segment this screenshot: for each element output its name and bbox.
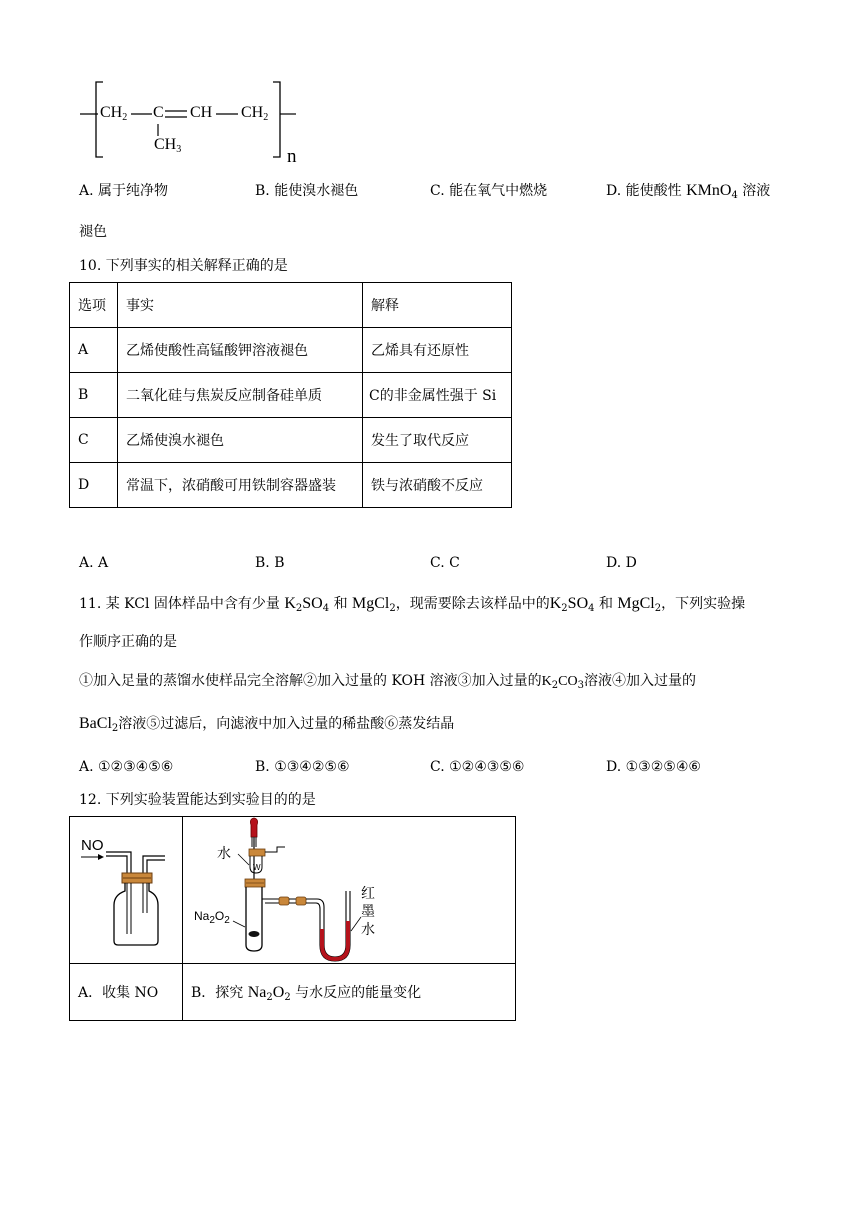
cell-fact: 常温下，浓硝酸可用铁制容器盛装 <box>118 463 363 508</box>
apparatus-b-cell <box>183 817 516 964</box>
q10-stem: 10. 下列事实的相关解释正确的是 <box>79 258 288 274</box>
q11-line-3: ①加入足量的蒸馏水使样品完全溶解②加入过量的 KOH 溶液③加入过量的$K_2CO_3$溶液④加入过量的 <box>79 673 696 691</box>
table-row <box>70 418 512 463</box>
caption-a: A．收集 NO <box>70 964 183 1021</box>
q11-option-b[interactable]: B. ①③④②⑤⑥ <box>255 759 350 775</box>
ch2-group-2: $CH_2$ <box>241 104 269 123</box>
apparatus-a-cell <box>70 817 183 964</box>
apparatus-caption-row <box>70 964 516 1021</box>
q12-stem: 12. 下列实验装置能达到实验目的的是 <box>79 792 316 808</box>
na2o2-apparatus-svg <box>183 817 515 963</box>
na2o2-label: $Na_2O_2$ <box>194 909 230 926</box>
q11-option-a[interactable]: A. ①②③④⑤⑥ <box>79 759 174 775</box>
ch2-group-1: $CH_2$ <box>100 104 128 123</box>
table-row <box>70 463 512 508</box>
c-atom: C <box>153 104 164 121</box>
cell-option: C <box>70 418 118 463</box>
q11-line-2: 作顺序正确的是 <box>79 634 177 650</box>
cell-fact: 乙烯使溴水褪色 <box>118 418 363 463</box>
q11-line-4: BaCl$_2$溶液⑤过滤后，向滤液中加入过量的稀盐酸⑥蒸发结晶 <box>79 715 455 734</box>
svg-text:W: W <box>253 863 261 872</box>
q9-option-c[interactable]: C. 能在氧气中燃烧 <box>430 183 548 199</box>
header-fact: 事实 <box>118 283 363 328</box>
water-label: 水 <box>217 846 231 862</box>
q11-option-d[interactable]: D. ①③②⑤④⑥ <box>606 759 701 775</box>
cell-fact: 乙烯使酸性高锰酸钾溶液褪色 <box>118 328 363 373</box>
q10-option-a[interactable]: A. A <box>79 555 109 571</box>
table-row <box>70 373 512 418</box>
table-row <box>70 328 512 373</box>
apparatus-image-row <box>70 817 516 964</box>
q10-option-d[interactable]: D. D <box>606 555 637 571</box>
cell-option: B <box>70 373 118 418</box>
ch-group: CH <box>190 104 213 121</box>
header-explanation: 解释 <box>363 283 512 328</box>
gas-collection-bottle-svg <box>70 817 182 963</box>
cell-fact: 二氧化硅与焦炭反应制备硅单质 <box>118 373 363 418</box>
cell-explanation: 铁与浓硝酸不反应 <box>363 463 512 508</box>
cell-explanation: 乙烯具有还原性 <box>363 328 512 373</box>
q10-table <box>69 282 512 508</box>
q12-apparatus-table <box>69 816 516 1021</box>
q9-option-a[interactable]: A. 属于纯净物 <box>79 183 169 199</box>
cell-explanation: 发生了取代反应 <box>363 418 512 463</box>
q11-line-1: 11. 某 KCl 固体样品中含有少量 $K_2SO_4$ 和 MgCl$_2$，现需要除去该样品中的$K_2SO_4$ 和 MgCl$_2$，下列实验操 <box>79 595 746 614</box>
repeat-n: n <box>287 146 297 167</box>
no-label: NO <box>81 837 104 854</box>
polymer-bracket-svg <box>76 78 301 168</box>
q9-option-b[interactable]: B. 能使溴水褪色 <box>255 183 359 199</box>
table-header-row <box>70 283 512 328</box>
cell-explanation: C的非金属性强于 Si <box>363 373 512 418</box>
cell-option: A <box>70 328 118 373</box>
q9-option-d-continued: 褪色 <box>79 224 107 240</box>
ch3-group: $CH_3$ <box>154 136 182 155</box>
q10-option-c[interactable]: C. C <box>430 555 460 571</box>
q9-option-d[interactable]: D. 能使酸性 KMnO$_4$ 溶液 <box>606 182 771 201</box>
header-option: 选项 <box>70 283 118 328</box>
q11-option-c[interactable]: C. ①②④③⑤⑥ <box>430 759 525 775</box>
q10-option-b[interactable]: B. B <box>255 555 285 571</box>
red-ink-label: 红 墨 水 <box>361 886 375 938</box>
caption-b: B．探究 $Na_2O_2$ 与水反应的能量变化 <box>183 964 516 1021</box>
cell-option: D <box>70 463 118 508</box>
